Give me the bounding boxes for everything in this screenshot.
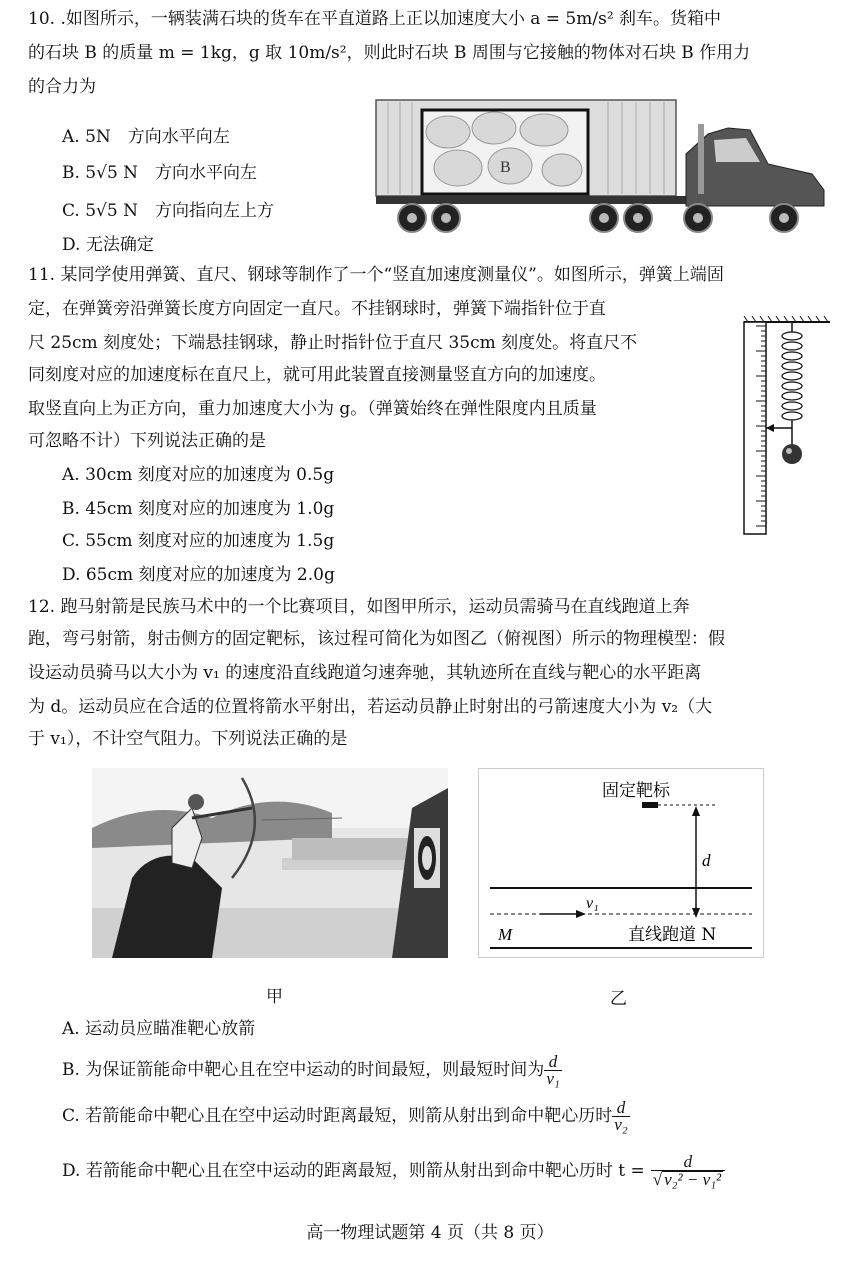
q10-option-b: B. 5√5 N 方向水平向左 [62,163,258,183]
q10-stem-line2: 的石块 B 的质量 m = 1kg，g 取 10m/s²，则此时石块 B 周围与它接触的物体对石块 B 作用力 [28,43,751,63]
q11-option-a: A. 30cm 刻度对应的加速度为 0.5g [62,465,335,485]
fixed-target-label: 固定靶标 [602,781,670,801]
q11-stem-line2: 定，在弹簧旁沿弹簧长度方向固定一直尺。不挂钢球时，弹簧下端指针位于直 [28,299,606,319]
q12-option-a: A. 运动员应瞄准靶心放箭 [62,1019,256,1039]
q11-stem-line1: 11. 某同学使用弹簧、直尺、钢球等制作了一个“竖直加速度测量仪”。如图所示，弹簧上端固 [28,265,724,285]
q12-stem-line3: 设运动员骑马以大小为 v₁ 的速度沿直线跑道匀速奔驰，其轨迹所在直线与靶心的水平距离 [28,663,702,683]
figure-yi-label: 乙 [610,989,627,1009]
q10-option-c: C. 5√5 N 方向指向左上方 [62,201,274,221]
q10-stem-line3: 的合力为 [28,77,96,97]
q10-option-a: A. 5N 方向水平向左 [62,127,230,147]
horse-archery-photo [92,768,448,958]
q12-stem-line4: 为 d。运动员应在合适的位置将箭水平射出，若运动员静止时射出的弓箭速度大小为 v₂（大 [28,697,713,717]
page-footer: 高一物理试题第 4 页（共 8 页） [306,1223,554,1243]
v1-label: v₁ [586,895,599,912]
truck-figure [368,94,834,240]
fraction-d-over-sqrt: $\frac{d}{\text{√ v₂² − v₁²}}$ [651,1154,725,1188]
point-m-label: M [498,925,513,944]
q12-option-b-text: B. 为保证箭能命中靶心且在空中运动的时间最短，则最短时间为 [62,1060,545,1080]
q11-stem-line6: 可忽略不计）下列说法正确的是 [28,431,266,451]
fraction-d-over-v2: $\frac{d}{\text{v₂}}$ [614,1097,628,1134]
q12-stem-line5: 于 v₁），不计空气阻力。下列说法正确的是 [28,729,348,749]
q11-stem-line3: 尺 25cm 刻度处；下端悬挂钢球，静止时指针位于直尺 35cm 刻度处。将直尺不 [28,333,638,353]
spring-ruler-figure [740,316,832,536]
q12-option-c-text: C. 若箭能命中靶心且在空中运动时距离最短，则箭从射出到命中靶心历时 [62,1106,613,1126]
q12-stem-line1: 12. 跑马射箭是民族马术中的一个比赛项目，如图甲所示，运动员需骑马在直线跑道上奔 [28,597,690,617]
q12-option-b [62,1050,562,1090]
figure-jia-label: 甲 [266,987,283,1007]
q12-option-d-text: D. 若箭能命中靶心且在空中运动的距离最短，则箭从射出到命中靶心历时 t = [62,1161,645,1181]
stone-b-label: B [500,159,511,176]
q11-stem-line4: 同刻度对应的加速度标在直尺上，就可用此装置直接测量竖直方向的加速度。 [28,365,606,385]
q11-option-c: C. 55cm 刻度对应的加速度为 1.5g [62,531,335,551]
q10-option-d: D. 无法确定 [62,235,154,255]
target-mark [642,802,658,808]
q11-stem-line5: 取竖直向上为正方向，重力加速度大小为 g。（弹簧始终在弹性限度内且质量 [28,399,597,419]
q12-stem-line2: 跑，弯弓射箭，射击侧方的固定靶标，该过程可简化为如图乙（俯视图）所示的物理模型：假 [28,629,725,649]
track-label: 直线跑道 N [628,925,717,945]
q12-option-c [62,1096,630,1136]
q11-option-b: B. 45cm 刻度对应的加速度为 1.0g [62,499,335,519]
q10-stem-line1: 10. .如图所示，一辆装满石块的货车在平直道路上正以加速度大小 a = 5m/s² 刹车。货箱中 [28,9,722,29]
q11-option-d: D. 65cm 刻度对应的加速度为 2.0g [62,565,335,585]
fraction-d-over-v1: $\frac{d}{\text{v₁}}$ [546,1051,560,1088]
top-view-diagram [478,768,764,958]
distance-d-label: d [702,851,711,870]
q12-option-d [62,1146,725,1196]
